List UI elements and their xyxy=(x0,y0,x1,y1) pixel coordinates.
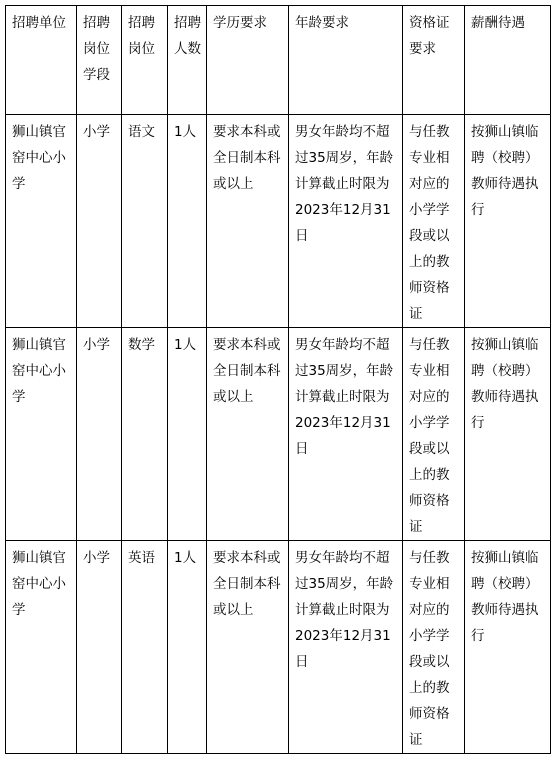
cell-count: 1人 xyxy=(168,328,207,541)
cell-unit: 狮山镇官窑中心小学 xyxy=(6,328,77,541)
table-row xyxy=(6,541,551,754)
header-salary: 薪酬待遇 xyxy=(465,6,551,115)
cell-certificate: 与任教专业相对应的小学学段或以上的教师资格证 xyxy=(403,115,465,328)
cell-unit: 狮山镇官窑中心小学 xyxy=(6,115,77,328)
cell-salary: 按狮山镇临聘（校聘）教师待遇执行 xyxy=(465,115,551,328)
cell-position: 英语 xyxy=(122,541,168,754)
cell-position: 数学 xyxy=(122,328,168,541)
cell-position: 语文 xyxy=(122,115,168,328)
table-header-row xyxy=(6,6,551,115)
cell-certificate: 与任教专业相对应的小学学段或以上的教师资格证 xyxy=(403,541,465,754)
cell-education: 要求本科或全日制本科或以上 xyxy=(207,541,289,754)
header-count: 招聘人数 xyxy=(168,6,207,115)
cell-education: 要求本科或全日制本科或以上 xyxy=(207,115,289,328)
cell-age: 男女年龄均不超过35周岁，年龄计算截止时限为2023年12月31日 xyxy=(289,541,403,754)
header-age: 年龄要求 xyxy=(289,6,403,115)
header-position: 招聘岗位 xyxy=(122,6,168,115)
header-education: 学历要求 xyxy=(207,6,289,115)
cell-age: 男女年龄均不超过35周岁，年龄计算截止时限为2023年12月31日 xyxy=(289,115,403,328)
table-row xyxy=(6,328,551,541)
cell-age: 男女年龄均不超过35周岁，年龄计算截止时限为2023年12月31日 xyxy=(289,328,403,541)
cell-unit: 狮山镇官窑中心小学 xyxy=(6,541,77,754)
cell-count: 1人 xyxy=(168,115,207,328)
cell-stage: 小学 xyxy=(77,328,122,541)
cell-stage: 小学 xyxy=(77,541,122,754)
recruitment-table xyxy=(5,5,551,754)
cell-salary: 按狮山镇临聘（校聘）教师待遇执行 xyxy=(465,541,551,754)
cell-stage: 小学 xyxy=(77,115,122,328)
cell-education: 要求本科或全日制本科或以上 xyxy=(207,328,289,541)
header-certificate: 资格证要求 xyxy=(403,6,465,115)
cell-certificate: 与任教专业相对应的小学学段或以上的教师资格证 xyxy=(403,328,465,541)
header-unit: 招聘单位 xyxy=(6,6,77,115)
header-stage: 招聘岗位学段 xyxy=(77,6,122,115)
table-row xyxy=(6,115,551,328)
cell-salary: 按狮山镇临聘（校聘）教师待遇执行 xyxy=(465,328,551,541)
cell-count: 1人 xyxy=(168,541,207,754)
